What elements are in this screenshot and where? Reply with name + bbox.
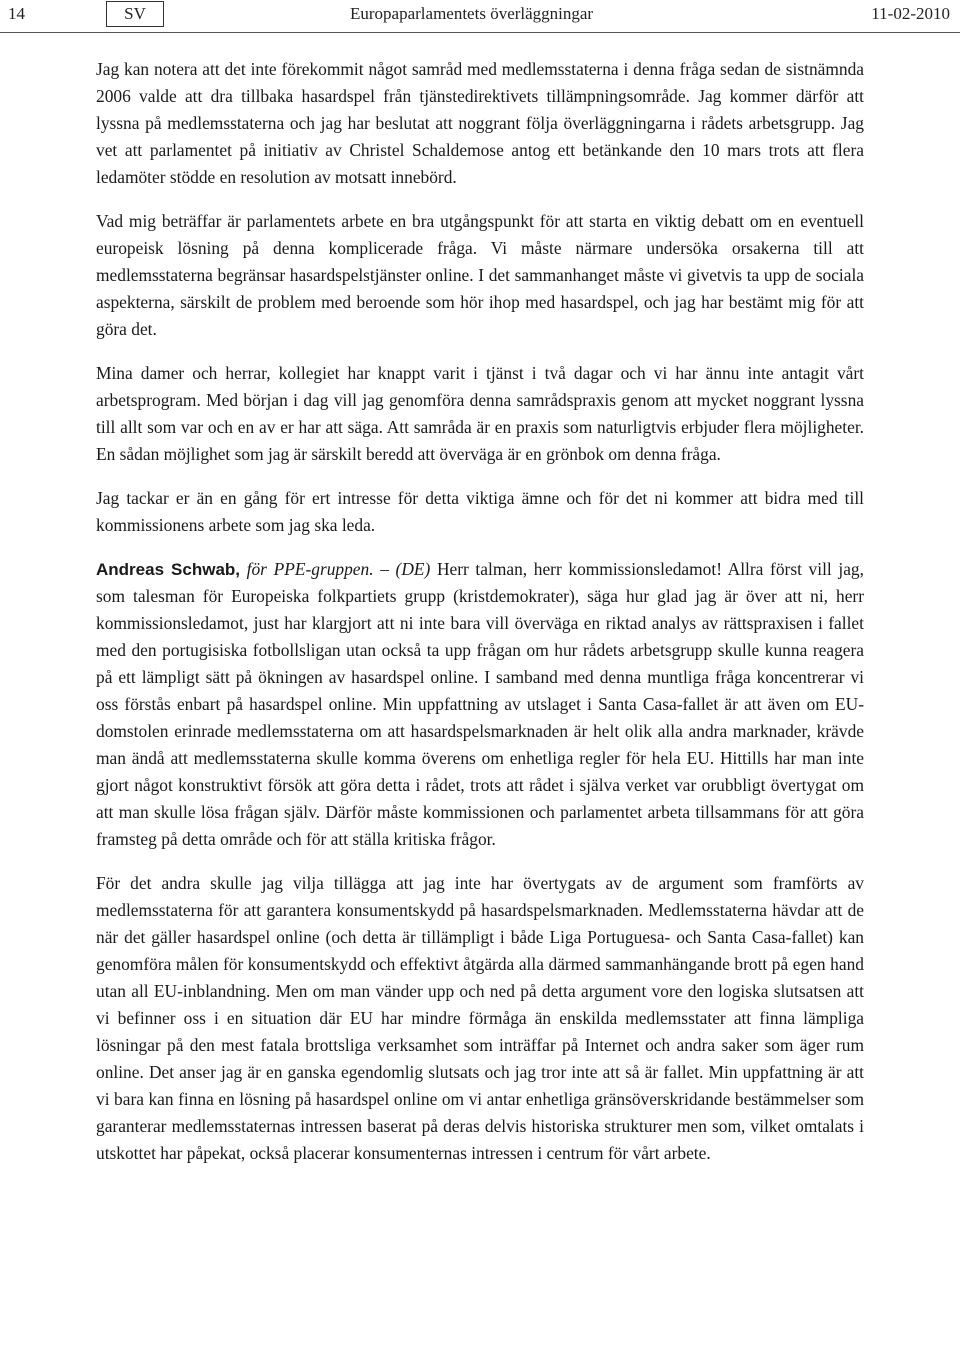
paragraph: Vad mig beträffar är parlamentets arbete en bra utgångspunkt för att starta en viktig debatt om en eventuell europeisk lösning på denna komplicerade fråga. Vi måste närmare undersöka orsakerna till att medlemsstaterna begränsar hasardspelstjänster online. I det sammanhanget måste vi givetvis ta upp de sociala aspekterna, särskilt de problem med beroende som hör ihop med hasardspel, och jag har bestämt mig för att göra det. — [96, 211, 864, 339]
speech-text: Herr talman, herr kommissionsledamot! Allra först vill jag, som talesman för Europeiska folkpartiets grupp (kristdemokrater), säga hur glad jag är över att ni, herr kommissionsledamot, just har klargjort att ni inte bara vill överväga en riktad analys av rättspraxisen i fallet med den portugisiska fotbollsligan utan också ta upp frågan om hur rådets arbetsgrupp skulle kunna reagera på ett lämpligt sätt på ökningen av hasardspel online. I samband med denna muntliga fråga koncentrerar vi oss förstås enbart på hasardspel online. Min uppfattning av utslaget i Santa Casa-fallet är att även om EU-domstolen erinrade medlemsstaterna om att hasardspelsmarknaden är helt olik alla andra marknader, krävde man ändå att medlemsstaterna skulle komma överens om enhetliga regler för hela EU. Hittills har man inte gjort något konstruktivt försök att göra detta i rådet, trots att rådet i själva verket var orubbligt övertygat om att man skulle lösa frågan själv. Därför måste kommissionen och parlamentet arbeta tillsammans för att göra framsteg på detta område och för att ställa kritiska frågor. — [96, 559, 864, 849]
paragraph: Jag kan notera att det inte förekommit något samråd med medlemsstaterna i denna fråga sedan de sistnämnda 2006 valde att dra tillbaka hasardspel från tjänstedirektivets tillämpningsområde. Jag kommer därför att lyssna på medlemsstaterna och jag har beslutat att noggrant följa överläggningarna i rådets arbetsgrupp. Jag vet att parlamentet på initiativ av Christel Schaldemose antog ett betänkande den 10 mars trots att flera ledamöter stödde en resolution av motsatt innebörd. — [96, 59, 864, 187]
document-title: Europaparlamentets överläggningar — [350, 4, 594, 23]
document-body — [96, 56, 864, 1184]
language-badge: SV — [106, 1, 164, 27]
document-date: 11-02-2010 — [871, 4, 950, 23]
speech-paragraph — [96, 556, 864, 853]
speaker-name: Andreas Schwab, — [96, 560, 241, 579]
speaker-role: för PPE-gruppen. – (DE) — [246, 559, 431, 579]
page-header — [0, 0, 960, 33]
paragraph: Jag tackar er än en gång för ert intresse för detta viktiga ämne och för det ni kommer att bidra med till kommissionens arbete som jag ska leda. — [96, 488, 864, 535]
page-number: 14 — [8, 4, 25, 23]
paragraph: Mina damer och herrar, kollegiet har knappt varit i tjänst i två dagar och vi har ännu inte antagit vårt arbetsprogram. Med början i dag vill jag genomföra denna samrådspraxis genom att mycket noggrant lyssna till allt som var och en av er har att säga. Att samråda är en praxis som naturligtvis erbjuder flera möjligheter. En sådan möjlighet som jag är särskilt beredd att överväga är en grönbok om denna fråga. — [96, 363, 864, 464]
paragraph: För det andra skulle jag vilja tillägga att jag inte har övertygats av de argument som framförts av medlemsstaterna för att garantera konsumentskydd på hasardspelsmarknaden. Medlemsstaterna hävdar att de när det gäller hasardspel online (och detta är tillämpligt i både Liga Portuguesa- och Santa Casa-fallet) kan genomföra målen för konsumentskydd och effektivt åtgärda alla därmed sammanhängande brott på egen hand utan all EU-inblandning. Men om man vänder upp och ned på detta argument vore den logiska slutsatsen att vi befinner oss i en situation där EU har mindre förmåga än enskilda medlemsstater att finna lämpliga lösningar på den mest fatala brottsliga verksamhet som inträffar på Internet och andra saker som äger rum online. Det anser jag är en ganska egendomlig slutsats och jag tror inte att så är fallet. Min uppfattning är att vi bara kan finna en lösning på hasardspel online om vi antar enhetliga gränsöverskridande bestämmelser som garanterar medlemsstaternas intressen baserat på deras delvis historiska strukturer men som, vilket omtalats i utskottet har påpekat, också placerar konsumenternas intressen i centrum för vårt arbete. — [96, 873, 864, 1163]
